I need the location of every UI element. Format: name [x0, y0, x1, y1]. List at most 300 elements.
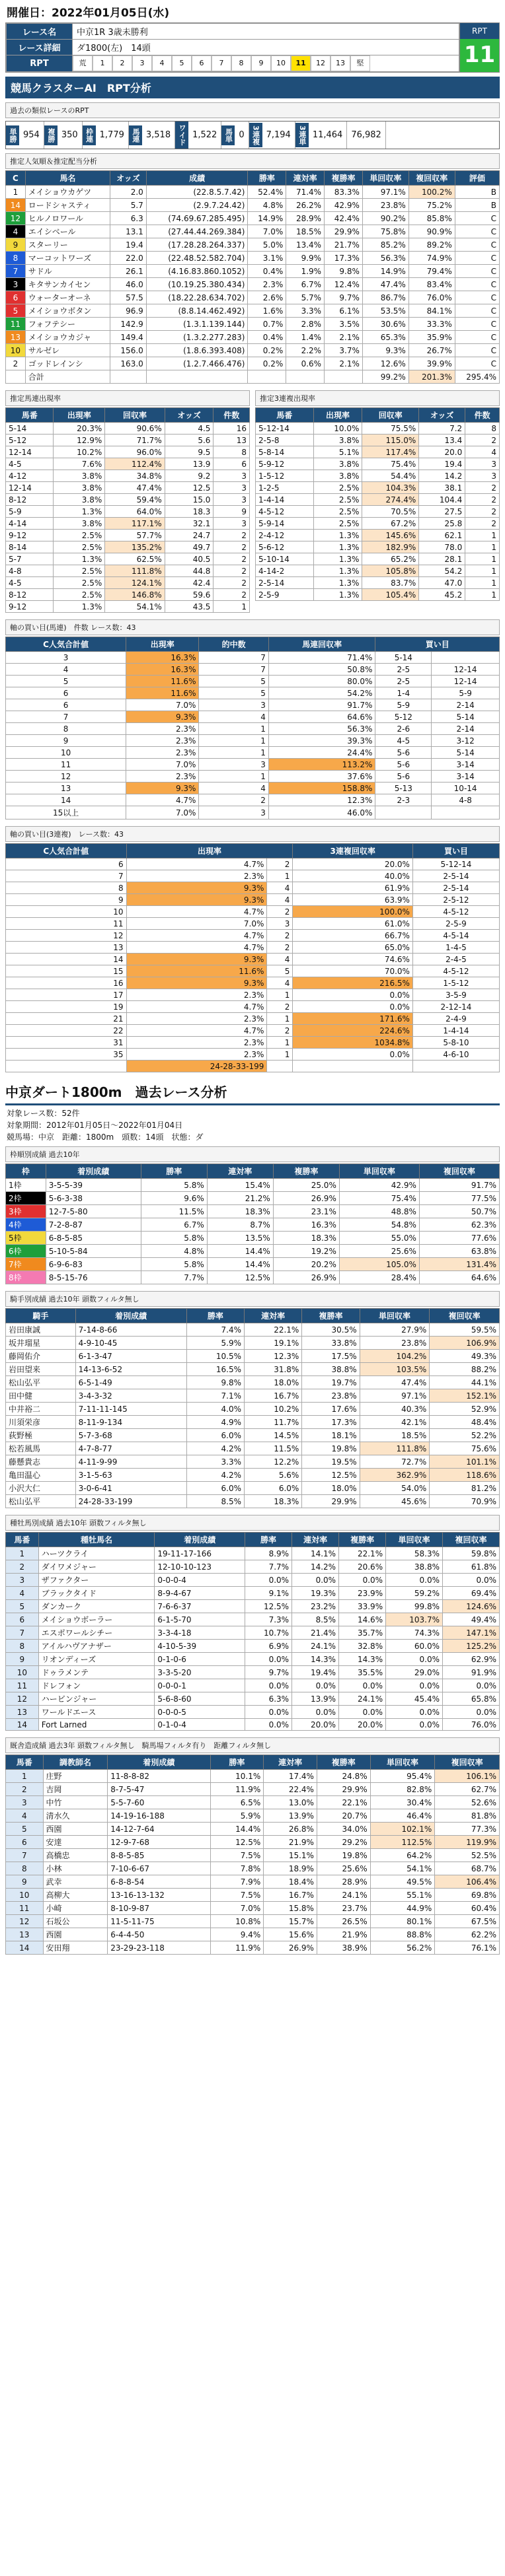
table-cell: 2: [267, 1025, 293, 1037]
table-row[interactable]: [6, 870, 500, 882]
table-cell: 4-5-12: [412, 906, 499, 918]
table-cell: 4.7%: [126, 794, 199, 806]
table-row[interactable]: [6, 589, 250, 601]
table-row[interactable]: [6, 331, 500, 344]
stat-value: 954: [23, 130, 40, 140]
table-cell: 113.2%: [268, 759, 375, 771]
table-cell: 25.8: [419, 518, 465, 530]
table-row[interactable]: [6, 435, 250, 446]
table-row[interactable]: [6, 1574, 500, 1587]
table-row[interactable]: [6, 1013, 500, 1025]
table-row[interactable]: [6, 1770, 500, 1783]
table-cell: 14-12-7-64: [108, 1823, 210, 1836]
table-row[interactable]: [6, 265, 500, 278]
table-row[interactable]: [6, 577, 250, 589]
table-row[interactable]: [6, 759, 500, 771]
table-row[interactable]: [256, 458, 500, 470]
column-header: 出現率: [54, 408, 105, 423]
race-name: 中京1R 3歳未勝利: [73, 24, 459, 40]
column-header: 複回収率: [408, 171, 455, 186]
table-cell: 362.9%: [360, 1469, 430, 1482]
table-cell: 7.7%: [141, 1271, 207, 1284]
table-cell: 72.7%: [360, 1455, 430, 1469]
table-row[interactable]: [6, 1587, 500, 1600]
table-row[interactable]: [6, 1915, 500, 1928]
table-cell: 5-6: [375, 771, 432, 783]
table-cell: 67.2%: [362, 518, 419, 530]
table-cell: 18.3%: [273, 1232, 339, 1245]
table-cell: 1.4%: [286, 331, 325, 344]
table-row[interactable]: [6, 735, 500, 747]
table-cell: 1-5-12: [412, 977, 499, 989]
table-cell: 142.9: [110, 318, 147, 331]
table-cell: 62.7%: [435, 1783, 500, 1796]
table-cell: 8: [6, 252, 26, 265]
table-cell: 5-7: [6, 553, 54, 565]
table-row[interactable]: [6, 1928, 500, 1941]
table-row[interactable]: [6, 794, 500, 806]
table-row[interactable]: [6, 494, 250, 506]
course-info-line: 競馬場：中京 距離：1800m 頭数：14頭 状態：ダ: [7, 1132, 204, 1142]
table-cell: 76.0%: [443, 1719, 500, 1731]
table-row[interactable]: [6, 565, 250, 577]
column-header: 出現率: [126, 844, 293, 858]
table-row[interactable]: [6, 1482, 500, 1495]
table-cell: 庄野: [43, 1770, 108, 1783]
table-cell: 2.3%: [126, 1049, 267, 1061]
table-row[interactable]: [6, 1706, 500, 1719]
table-row[interactable]: [6, 482, 250, 494]
table-row[interactable]: [6, 1232, 500, 1245]
table-cell: 2-5-14: [412, 882, 499, 894]
table-cell: 亀田温心: [6, 1469, 76, 1482]
table-row[interactable]: [6, 458, 250, 470]
table-row[interactable]: [6, 1205, 500, 1218]
table-cell: 28.9%: [286, 212, 325, 225]
course-info-line: 対象期間：2012年01月05日～2022年01月04日: [7, 1121, 183, 1130]
table-cell: 5枠: [6, 1232, 46, 1245]
table-cell: 2-5-8: [256, 435, 314, 446]
table-cell: 2枠: [6, 1192, 46, 1205]
rpt-scale-cell[interactable]: 10: [271, 55, 291, 71]
table-row[interactable]: [6, 506, 250, 518]
table-row[interactable]: [6, 977, 500, 989]
table-row[interactable]: [6, 1547, 500, 1560]
table-cell: 22.4%: [264, 1783, 317, 1796]
table-row[interactable]: [6, 1679, 500, 1692]
rpt-scale-cell[interactable]: 8: [231, 55, 251, 71]
table-cell: 7: [6, 870, 127, 882]
table-cell: ダイワメジャー: [38, 1560, 155, 1574]
table-row[interactable]: [6, 1902, 500, 1915]
table-row[interactable]: [6, 965, 500, 977]
table-row[interactable]: [6, 1442, 500, 1455]
table-row[interactable]: [6, 1626, 500, 1640]
table-row[interactable]: [6, 1455, 500, 1469]
table-cell: 2.5%: [313, 506, 362, 518]
table-cell: 64.2%: [370, 1849, 435, 1862]
table-row[interactable]: [6, 699, 500, 711]
table-cell: 6.0%: [186, 1429, 244, 1442]
table-row[interactable]: [256, 506, 500, 518]
table-cell: スターリー: [25, 238, 110, 252]
table-row[interactable]: [256, 470, 500, 482]
table-cell: 12.5%: [302, 1469, 360, 1482]
column-header: 回収率: [105, 408, 165, 423]
table-cell: 81.8%: [435, 1809, 500, 1823]
table-cell: 14.1%: [292, 1547, 339, 1560]
table-row[interactable]: [6, 1783, 500, 1796]
table-row[interactable]: [6, 291, 500, 304]
table-row[interactable]: [6, 1941, 500, 1955]
rpt-scale-cell[interactable]: 2: [112, 55, 132, 71]
table-cell: 4-6-10: [412, 1049, 499, 1061]
table-cell: ハービンジャー: [38, 1692, 155, 1706]
table-row[interactable]: [6, 1429, 500, 1442]
table-row[interactable]: [6, 1323, 500, 1337]
table-row[interactable]: [6, 882, 500, 894]
date-bar: 開催日：2022年01月05日(水): [7, 7, 170, 20]
table-row[interactable]: [6, 1049, 500, 1061]
table-row[interactable]: [6, 1350, 500, 1363]
table-row[interactable]: [6, 723, 500, 735]
table-row[interactable]: [6, 930, 500, 942]
table-row[interactable]: [6, 1666, 500, 1679]
table-cell: 2-4-9: [412, 1013, 499, 1025]
table-cell: 43.5: [165, 601, 214, 613]
table-cell: 1: [465, 530, 500, 541]
table-row[interactable]: [6, 1061, 500, 1072]
table-row[interactable]: [6, 1025, 500, 1037]
table-row[interactable]: [256, 446, 500, 458]
table-cell: 11.7%: [245, 1416, 302, 1429]
table-row[interactable]: [6, 446, 250, 458]
table-row[interactable]: [6, 906, 500, 918]
table-cell: 9: [214, 506, 250, 518]
table-cell: ザファクター: [38, 1574, 155, 1587]
table-row[interactable]: [6, 858, 500, 870]
table-cell: ドゥラメンテ: [38, 1666, 155, 1679]
table-cell: 34.0%: [317, 1823, 370, 1836]
table-row[interactable]: [6, 1889, 500, 1902]
table-cell: 11: [6, 759, 126, 771]
table-cell: 1: [214, 601, 250, 613]
table-cell: 9.3%: [126, 977, 267, 989]
table-cell: 4.8%: [141, 1245, 207, 1258]
table-cell: 97.1%: [360, 1389, 430, 1403]
predict-table: [5, 170, 500, 384]
table-cell: 4.7%: [126, 1025, 267, 1037]
table-cell: 14.2: [419, 470, 465, 482]
table-row[interactable]: [6, 1862, 500, 1875]
table-row[interactable]: [6, 664, 500, 676]
table-row[interactable]: [6, 1218, 500, 1232]
table-cell: 99.8%: [386, 1600, 443, 1613]
table-row[interactable]: [6, 541, 250, 553]
table-cell: 2-5: [375, 664, 432, 676]
table-cell: 7.5%: [210, 1889, 264, 1902]
table-row[interactable]: [6, 747, 500, 759]
rpt-scale-cell[interactable]: 5: [172, 55, 192, 71]
table-row[interactable]: [6, 894, 500, 906]
table-row[interactable]: [6, 1258, 500, 1271]
table-row[interactable]: [6, 1823, 500, 1836]
table-header-row: [6, 1755, 500, 1770]
table-cell: 岩田康誠: [6, 1323, 76, 1337]
stat-key: 3連単: [295, 123, 309, 148]
ninki-right-title: 推定3連複出現率: [255, 390, 500, 406]
table-cell: 40.3%: [360, 1403, 430, 1416]
table-row[interactable]: [6, 423, 250, 435]
table-cell: 10: [6, 1889, 44, 1902]
table-cell: 74.6%: [293, 954, 413, 965]
table-row[interactable]: [6, 652, 500, 664]
table-cell: 2-3: [375, 794, 432, 806]
table-cell: C: [455, 225, 499, 238]
table-cell: 2: [214, 530, 250, 541]
table-row[interactable]: [6, 1796, 500, 1809]
table-cell: 54.0%: [360, 1482, 430, 1495]
table-row[interactable]: [6, 225, 500, 238]
table-cell: アイルハヴアナザー: [38, 1640, 155, 1653]
table-cell: 14.4%: [207, 1258, 273, 1271]
table-cell: 5.9%: [210, 1809, 264, 1823]
table-cell: 40.5: [165, 553, 214, 565]
table-cell: 15: [6, 965, 127, 977]
table-cell: 7.0%: [248, 225, 286, 238]
rpt-scale-cell[interactable]: 堅: [350, 55, 370, 71]
table-row[interactable]: [6, 1363, 500, 1376]
rpt-scale-cell[interactable]: 11: [291, 55, 311, 71]
table-cell: 4: [6, 1587, 39, 1600]
table-cell: 29.0%: [386, 1666, 443, 1679]
table-cell: 3: [6, 652, 126, 664]
table-cell: 2.3%: [126, 1037, 267, 1049]
table-row[interactable]: [6, 711, 500, 723]
table-cell: 26.7%: [408, 344, 455, 357]
table-cell: 4-5: [6, 458, 54, 470]
table-cell: 201.3%: [408, 370, 455, 384]
table-row[interactable]: [6, 1849, 500, 1862]
table-row[interactable]: [256, 541, 500, 553]
column-header: 馬番: [6, 1755, 44, 1770]
table-row[interactable]: [256, 553, 500, 565]
table-row[interactable]: [6, 1809, 500, 1823]
table-row[interactable]: [256, 518, 500, 530]
table-cell: 3-0-6-41: [75, 1482, 186, 1495]
table-cell: 9.3%: [126, 783, 199, 794]
table-cell: ブラックタイド: [38, 1587, 155, 1600]
table-row[interactable]: [6, 357, 500, 370]
table-cell: 11-5-11-75: [108, 1915, 210, 1928]
rpt-scale-cell[interactable]: 4: [152, 55, 172, 71]
rpt-scale-cell[interactable]: 13: [330, 55, 350, 71]
table-row[interactable]: [6, 1692, 500, 1706]
table-cell: 合計: [25, 370, 110, 384]
table-row[interactable]: [6, 1192, 500, 1205]
table-cell: 20.6%: [339, 1560, 386, 1574]
table-cell: 1.3%: [313, 589, 362, 601]
rpt-scale-cell[interactable]: 9: [251, 55, 271, 71]
table-cell: 3.7%: [325, 344, 363, 357]
table-cell: 2.5%: [54, 530, 105, 541]
table-row[interactable]: [256, 482, 500, 494]
table-cell: 21.4%: [292, 1626, 339, 1640]
table-row[interactable]: [256, 577, 500, 589]
table-row[interactable]: [6, 918, 500, 930]
table-row[interactable]: [6, 676, 500, 687]
table-cell: 9.7%: [325, 291, 363, 304]
table-row[interactable]: [6, 601, 250, 613]
table-cell: 9.8%: [186, 1376, 244, 1389]
table-cell: 295.4%: [455, 370, 499, 384]
table-cell: 2.5%: [54, 589, 105, 601]
table-row[interactable]: [6, 1001, 500, 1013]
table-cell: 44.8: [165, 565, 214, 577]
table-cell: 9-12: [6, 601, 54, 613]
table-row[interactable]: [6, 942, 500, 954]
table-cell: 18.5%: [286, 225, 325, 238]
table-cell: 3.3%: [286, 304, 325, 318]
column-header: 件数: [465, 408, 500, 423]
table-cell: 25.6%: [317, 1862, 370, 1875]
table-cell: 77.5%: [419, 1192, 499, 1205]
table-cell: 9.3%: [126, 711, 199, 723]
table-cell: 5-8-10: [412, 1037, 499, 1049]
rpt-scale-cell[interactable]: 12: [311, 55, 330, 71]
table-cell: 35.7%: [339, 1626, 386, 1640]
table-cell: 13.9%: [264, 1809, 317, 1823]
rpt-scale-cell[interactable]: 6: [192, 55, 212, 71]
table-row[interactable]: [256, 494, 500, 506]
table-row[interactable]: [6, 304, 500, 318]
table-row[interactable]: [6, 530, 250, 541]
table-cell: 6.1%: [325, 304, 363, 318]
table-cell: C: [455, 291, 499, 304]
table-row[interactable]: [6, 1495, 500, 1508]
table-cell: 6-9-6-83: [46, 1258, 141, 1271]
table-row[interactable]: [256, 435, 500, 446]
table-cell: キタサンカイセン: [25, 278, 110, 291]
table-cell: [286, 370, 325, 384]
jockey-table: [5, 1308, 500, 1508]
table-row[interactable]: [6, 1245, 500, 1258]
table-cell: 11: [6, 918, 127, 930]
table-row[interactable]: [6, 1836, 500, 1849]
table-row[interactable]: [6, 1600, 500, 1613]
table-cell: 2.0: [110, 186, 147, 199]
table-row[interactable]: [6, 199, 500, 212]
table-cell: 8-5-15-76: [46, 1271, 141, 1284]
table-row[interactable]: [6, 1271, 500, 1284]
table-row[interactable]: [6, 1403, 500, 1416]
table-cell: 20.0%: [339, 1719, 386, 1731]
table-row[interactable]: [6, 1469, 500, 1482]
sire-title: 種牡馬別成績 過去10年 頭数フィルタ無し: [5, 1515, 500, 1531]
table-row[interactable]: [6, 212, 500, 225]
table-cell: 9: [6, 735, 126, 747]
table-cell: 83.3%: [325, 186, 363, 199]
table-cell: 2.8%: [286, 318, 325, 331]
table-row[interactable]: [6, 1389, 500, 1403]
rpt-scale-cell[interactable]: 3: [132, 55, 152, 71]
table-row[interactable]: [6, 771, 500, 783]
table-row[interactable]: [256, 589, 500, 601]
table-row[interactable]: [6, 1376, 500, 1389]
table-row[interactable]: [6, 1875, 500, 1889]
table-cell: 47.4%: [362, 278, 408, 291]
table-row[interactable]: [6, 318, 500, 331]
table-row[interactable]: [6, 238, 500, 252]
table-cell: 48.4%: [430, 1416, 500, 1429]
table-row[interactable]: [6, 1719, 500, 1731]
table-row[interactable]: [6, 518, 250, 530]
table-cell: 8: [465, 423, 500, 435]
table-row[interactable]: [6, 370, 500, 384]
table-row[interactable]: [6, 783, 500, 794]
table-row[interactable]: [6, 1179, 500, 1192]
table-cell: 106.4%: [435, 1875, 500, 1889]
table-row[interactable]: [6, 344, 500, 357]
table-row[interactable]: [256, 423, 500, 435]
table-cell: 3-3-4-18: [155, 1626, 245, 1640]
table-row[interactable]: [6, 1416, 500, 1429]
column-header: オッズ: [419, 408, 465, 423]
table-cell: 2: [267, 858, 293, 870]
table-cell: 4-8: [432, 794, 500, 806]
column-header: 出現率: [126, 637, 199, 652]
table-cell: 11.6%: [126, 687, 199, 699]
table-row[interactable]: [256, 565, 500, 577]
table-cell: 7: [6, 1849, 44, 1862]
table-row[interactable]: [6, 1560, 500, 1574]
table-row[interactable]: [6, 1613, 500, 1626]
rpt-scale-cell[interactable]: 1: [93, 55, 112, 71]
table-cell: 5: [199, 687, 268, 699]
table-cell: 95.4%: [370, 1770, 435, 1783]
table-row[interactable]: [6, 252, 500, 265]
table-row[interactable]: [6, 470, 250, 482]
table-cell: 0.2%: [248, 357, 286, 370]
table-cell: 75.8%: [362, 225, 408, 238]
table-cell: メイショウボーラー: [38, 1613, 155, 1626]
table-cell: 10.2%: [54, 446, 105, 458]
table-cell: 86.7%: [362, 291, 408, 304]
table-row[interactable]: [6, 989, 500, 1001]
table-row[interactable]: [6, 1037, 500, 1049]
table-row[interactable]: [6, 553, 250, 565]
table-row[interactable]: [6, 687, 500, 699]
table-row[interactable]: [6, 1337, 500, 1350]
table-cell: 5-14: [6, 423, 54, 435]
table-row[interactable]: [256, 530, 500, 541]
table-cell: リオンディーズ: [38, 1653, 155, 1666]
table-row[interactable]: [6, 954, 500, 965]
table-row[interactable]: [6, 806, 500, 819]
rpt-scale-cell[interactable]: 7: [212, 55, 231, 71]
table-row[interactable]: [6, 1653, 500, 1666]
table-row[interactable]: [6, 1640, 500, 1653]
table-row[interactable]: [6, 186, 500, 199]
table-row[interactable]: [6, 278, 500, 291]
table-cell: 13.9: [165, 458, 214, 470]
column-header: 勝率: [186, 1309, 244, 1323]
table-cell: 3-14: [432, 771, 500, 783]
table-cell: ドレフォン: [38, 1679, 155, 1692]
table-cell: 9.5: [165, 446, 214, 458]
table-cell: 19.8%: [302, 1442, 360, 1455]
table-cell: 52.2%: [430, 1429, 500, 1442]
